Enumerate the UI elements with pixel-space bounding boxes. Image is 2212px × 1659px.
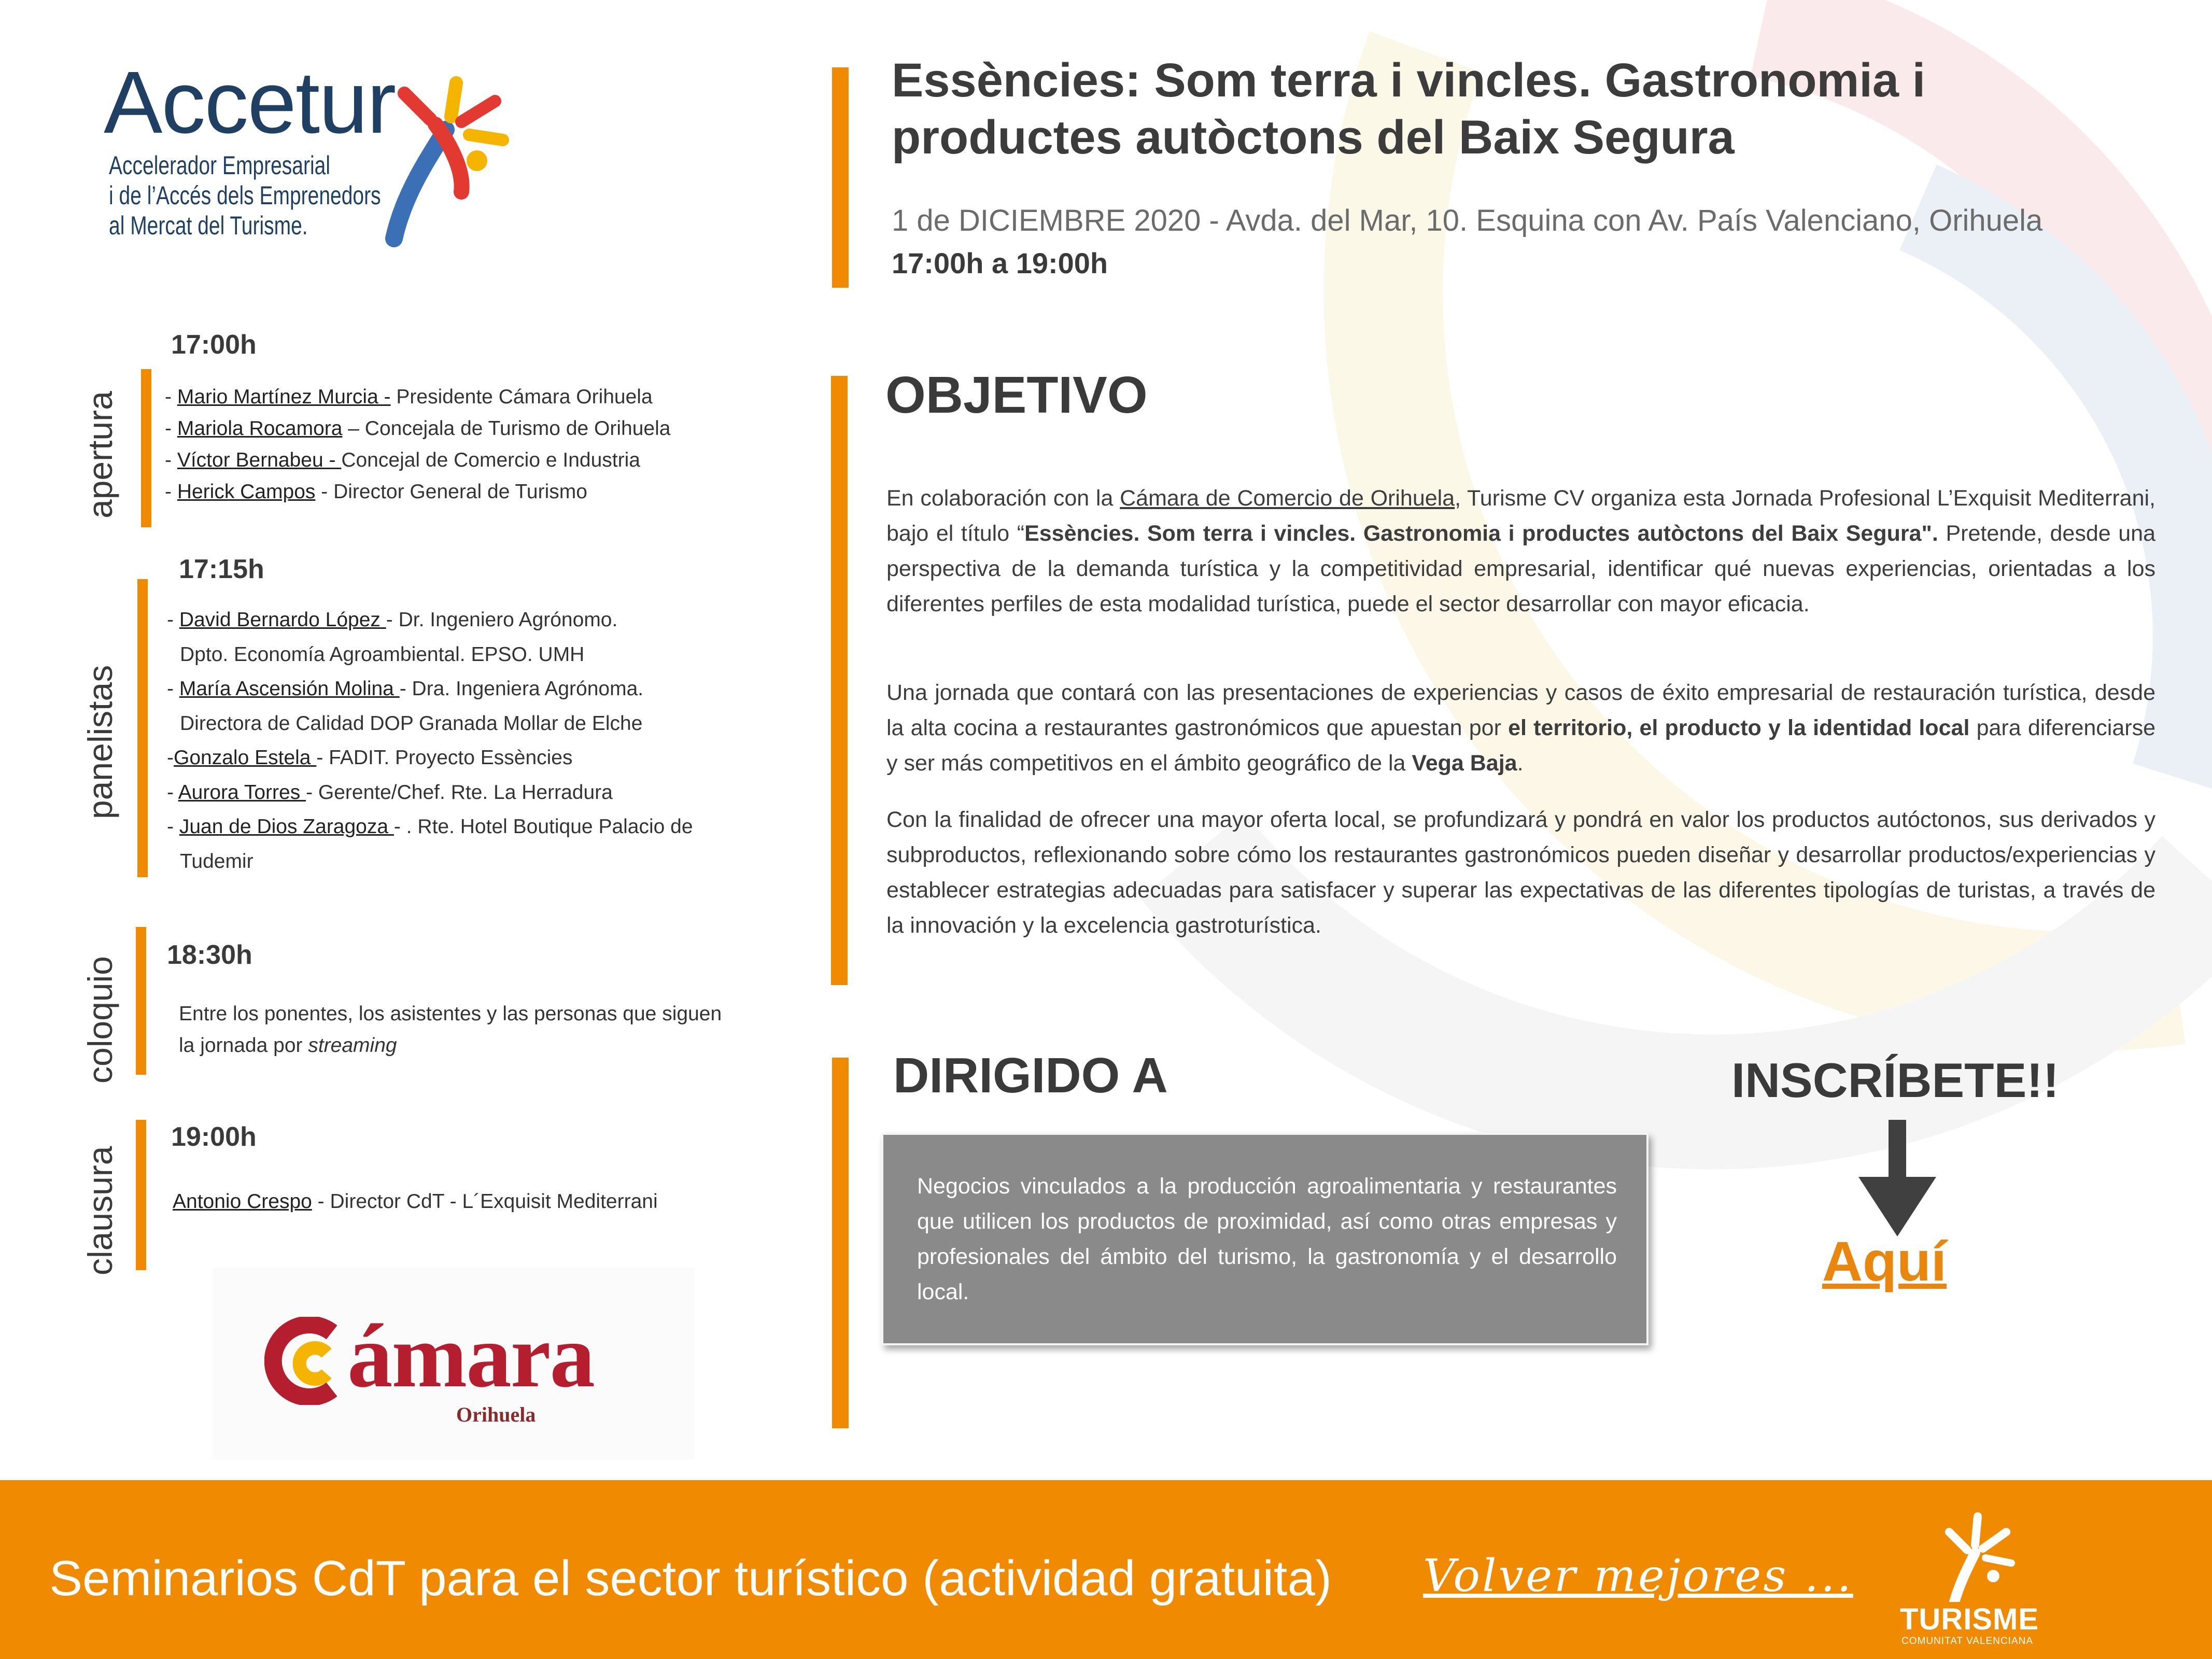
inscribete-heading: INSCRÍBETE!! — [1731, 1053, 2059, 1107]
coloquio-accent-bar — [136, 927, 146, 1075]
title-accent-bar — [832, 67, 849, 288]
camara-orihuela-logo — [213, 1268, 695, 1459]
accetur-logo — [104, 52, 518, 249]
footer-banner — [0, 1480, 2212, 1659]
dirigido-box — [881, 1133, 1649, 1345]
list-item: - Mario Martínez Murcia - Presidente Cámara Orihuela — [165, 386, 653, 408]
list-item: - María Ascensión Molina - Dra. Ingeniera Agrónoma. — [167, 678, 644, 700]
objetivo-paragraph-3: Con la finalidad de ofrecer una mayor oferta local, se profundizará y pondrá en valor los productos autóctonos, sus derivados y subproductos, reflexionando sobre cómo los restaurantes gastronómicos pueden diseñar y desarrollar productos/experiencias y establecer estrategias adecuadas para satisfacer y superar las expectativas de las diferentes tipologías de turistas, a través de la innovación y la excelencia gastroturística. — [886, 807, 2155, 938]
clausura-accent-bar — [136, 1120, 146, 1270]
dirigido-accent-bar — [832, 1058, 849, 1428]
speaker-name[interactable]: David Bernardo López — [179, 609, 386, 631]
speaker-name[interactable]: María Ascensión Molina — [179, 678, 400, 700]
speaker-name[interactable]: Herick Campos — [177, 481, 316, 503]
speaker-name[interactable]: Mariola Rocamora — [177, 417, 343, 440]
list-item: - Aurora Torres - Gerente/Chef. Rte. La Herradura — [167, 781, 613, 804]
apertura-label: apertura — [81, 391, 119, 518]
speaker-name[interactable]: Antonio Crespo — [173, 1190, 312, 1213]
camara-subtitle: Orihuela — [456, 1403, 536, 1426]
turisme-subtitle: COMUNITAT VALENCIANA — [1901, 1636, 2034, 1647]
clausura-label: clausura — [81, 1146, 119, 1275]
accetur-tagline-line: Accelerador Empresarial — [109, 151, 331, 180]
objetivo-paragraph-1: En colaboración con la Cámara de Comercio de Orihuela, Turisme CV organiza esta Jornada Profesional L’Exquisit Mediterrani, bajo el título “Essències. Som terra i vincles. Gastronomia i productes autòctons del Baix Segura". Pretende, desde una perspectiva de la demanda turística y la competitividad empresarial, identificar qué nuevas experiencias, orientadas a los diferentes perfiles de esta modalidad turística, puede el sector desarrollar con mayor eficacia. — [886, 486, 2155, 616]
speaker-name[interactable]: Aurora Torres — [178, 781, 306, 804]
turisme-wordmark: TURISME — [1900, 1602, 2039, 1636]
clausura-text: Antonio Crespo - Director CdT - L´Exquisit Mediterrani — [173, 1190, 658, 1213]
clausura-time: 19:00h — [171, 1122, 257, 1152]
accetur-tagline-line: i de l’Accés dels Emprenedors — [109, 181, 381, 210]
speaker-name[interactable]: Gonzalo Estela — [174, 747, 317, 769]
panelistas-time: 17:15h — [179, 554, 264, 584]
panelistas-list — [167, 603, 693, 879]
apertura-list — [165, 381, 670, 508]
list-item: -Gonzalo Estela - FADIT. Proyecto Essències — [167, 747, 573, 769]
accetur-tagline-line: al Mercat del Turisme. — [109, 211, 308, 240]
list-item: - David Bernardo López - Dr. Ingeniero Agrónomo. — [167, 609, 618, 631]
arrow-down-icon — [1858, 1120, 1936, 1239]
event-date-location: 1 de DICIEMBRE 2020 - Avda. del Mar, 10. Esquina con Av. País Valenciano, Orihuela — [892, 204, 2043, 237]
speaker-name[interactable]: Víctor Bernabeu - — [177, 449, 342, 471]
event-title: Essències: Som terra i vincles. Gastronomia i productes autòctons del Baix Segura — [892, 54, 1926, 164]
accetur-wordmark: Accetur — [104, 53, 396, 152]
event-hours: 17:00h a 19:00h — [892, 247, 1108, 279]
objetivo-accent-bar — [831, 376, 848, 985]
panelistas-label: panelistas — [81, 665, 119, 819]
list-item: - Víctor Bernabeu - Concejal de Comercio e Industria — [165, 449, 640, 471]
apertura-time: 17:00h — [171, 330, 257, 360]
camara-wordmark: ámara — [347, 1305, 594, 1406]
volver-mejores-link[interactable]: Volver mejores ... — [1423, 1550, 1853, 1602]
turisme-figure-icon — [1918, 1511, 2022, 1602]
camara-c-icon — [264, 1317, 353, 1405]
coloquio-text: Entre los ponentes, los asistentes y las personas que siguen la jornada por streaming — [179, 1003, 722, 1057]
dirigido-heading: DIRIGIDO A — [893, 1048, 1168, 1103]
accetur-figure-icon — [373, 62, 518, 249]
list-item: Tudemir — [180, 850, 253, 873]
apertura-accent-bar — [141, 369, 151, 527]
list-item: - Mariola Rocamora – Concejala de Turismo de Orihuela — [165, 417, 671, 440]
coloquio-label: coloquio — [81, 956, 119, 1084]
list-item: Dpto. Economía Agroambiental. EPSO. UMH — [180, 643, 585, 666]
accetur-tagline — [109, 150, 381, 241]
objetivo-heading: OBJETIVO — [885, 366, 1148, 424]
list-item: - Herick Campos - Director General de Turismo — [165, 481, 587, 503]
speaker-name[interactable]: Juan de Dios Zaragoza — [179, 816, 394, 838]
footer-text: Seminarios CdT para el sector turístico (actividad gratuita) — [49, 1551, 1332, 1606]
dirigido-text: Negocios vinculados a la producción agroalimentaria y restaurantes que utilicen los productos de proximidad, así como otras empresas y profesionales del ámbito del turismo, la gastronomía y el desarrollo local. — [917, 1174, 1617, 1304]
turisme-logo — [1887, 1511, 2058, 1651]
speaker-name[interactable]: Mario Martínez Murcia - — [177, 386, 391, 408]
objetivo-paragraph-2: Una jornada que contará con las presentaciones de experiencias y casos de éxito empresarial de restauración turística, desde la alta cocina a restaurantes gastronómicos que apuestan por el territorio, el producto y la identidad local para diferenciarse y ser más competitivos en el ámbito geográfico de la Vega Baja. — [886, 680, 2155, 776]
coloquio-time: 18:30h — [167, 940, 252, 970]
panelistas-accent-bar — [137, 579, 148, 877]
list-item: - Juan de Dios Zaragoza - . Rte. Hotel Boutique Palacio de — [167, 816, 693, 838]
list-item: Directora de Calidad DOP Granada Mollar de Elche — [180, 712, 643, 735]
camara-comercio-link[interactable]: Cámara de Comercio de Orihuela — [1120, 486, 1455, 511]
register-link[interactable]: Aquí — [1822, 1230, 1947, 1292]
